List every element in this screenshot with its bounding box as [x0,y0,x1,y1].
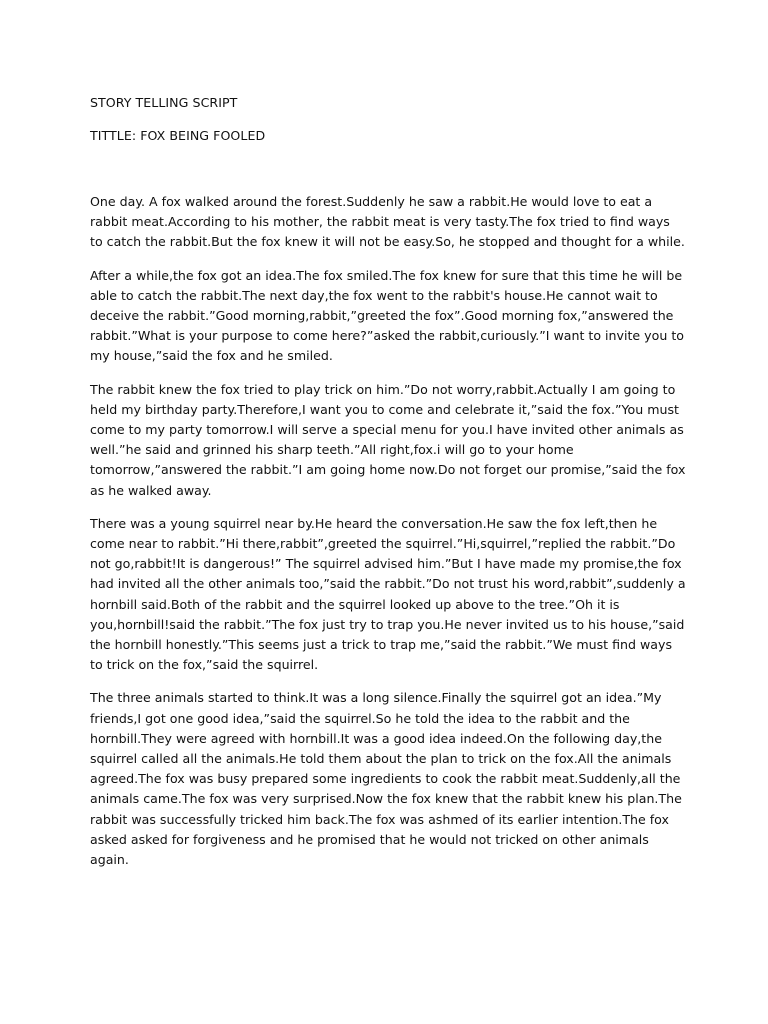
document-label: STORY TELLING SCRIPT [90,95,238,110]
story-paragraph-1: One day. A fox walked around the forest.Suddenly he saw a rabbit.He would love to eat a rabbit meat.According to his mother, the rabbit meat is very tasty.The fox tried to find ways to catch the rabbit.But the fox knew it will not be easy.So, he stopped and thought for a while. [90,194,685,250]
story-paragraph-3: The rabbit knew the fox tried to play trick on him.”Do not worry,rabbit.Actually I am going to held my birthday party.Therefore,I want you to come and celebrate it,”said the fox.”You must come to my party tomorrow.I will serve a special menu for you.I have invited other animals as well.”he said and grinned his sharp teeth.”All right,fox.i will go to your home tomorrow,”answered the rabbit.”I am going home now.Do not forget our promise,”said the fox as he walked away. [90,381,686,498]
story-paragraph-2: After a while,the fox got an idea.The fox smiled.The fox knew for sure that this time he will be able to catch the rabbit.The next day,the fox went to the rabbit's house.He cannot wait to deceive the rabbit.”Good morning,rabbit,”greeted the fox”.Good morning fox,”answered the rabbit.”What is your purpose to come here?”asked the rabbit,curiously.”I want to invite you to my house,”said the fox and he smiled. [90,267,684,364]
document-title: TITTLE: FOX BEING FOOLED [90,128,266,143]
story-paragraph-5: The three animals started to think.It was a long silence.Finally the squirrel got an idea.”My friends,I got one good idea,”said the squirrel.So he told the idea to the rabbit and the hornbill.They were agreed with hornbill.It was a good idea indeed.On the following day,the squirrel called all the animals.He told them about the plan to trick on the fox.All the animals agreed.The fox was busy prepared some ingredients to cook the rabbit meat.Suddenly,all the animals came.The fox was very surprised.Now the fox knew that the rabbit knew his plan.The rabbit was successfully tricked him back.The fox was ashmed of its earlier intention.The fox asked asked for forgiveness and he promised that he would not tricked on other animals again. [90,690,682,868]
story-paragraph-4: There was a young squirrel near by.He heard the conversation.He saw the fox left,then he come near to rabbit.”Hi there,rabbit”,greeted the squirrel.”Hi,squirrel,”replied the rabbit.”Do not go,rabbit!It is dangerous!” The squirrel advised him.”But I have made my promise,the fox had invited all the other animals too,”said the rabbit.”Do not trust his word,rabbit”,suddenly a hornbill said.Both of the rabbit and the squirrel looked up above to the tree.”Oh it is you,hornbill!said the rabbit.”The fox just try to trap you.He never invited us to his house,”said the hornbill honestly.”This seems just a trick to trap me,”said the rabbit.”We must find ways to trick on the fox,”said the squirrel. [90,515,686,673]
story-body [90,192,686,870]
document-page [90,94,686,883]
